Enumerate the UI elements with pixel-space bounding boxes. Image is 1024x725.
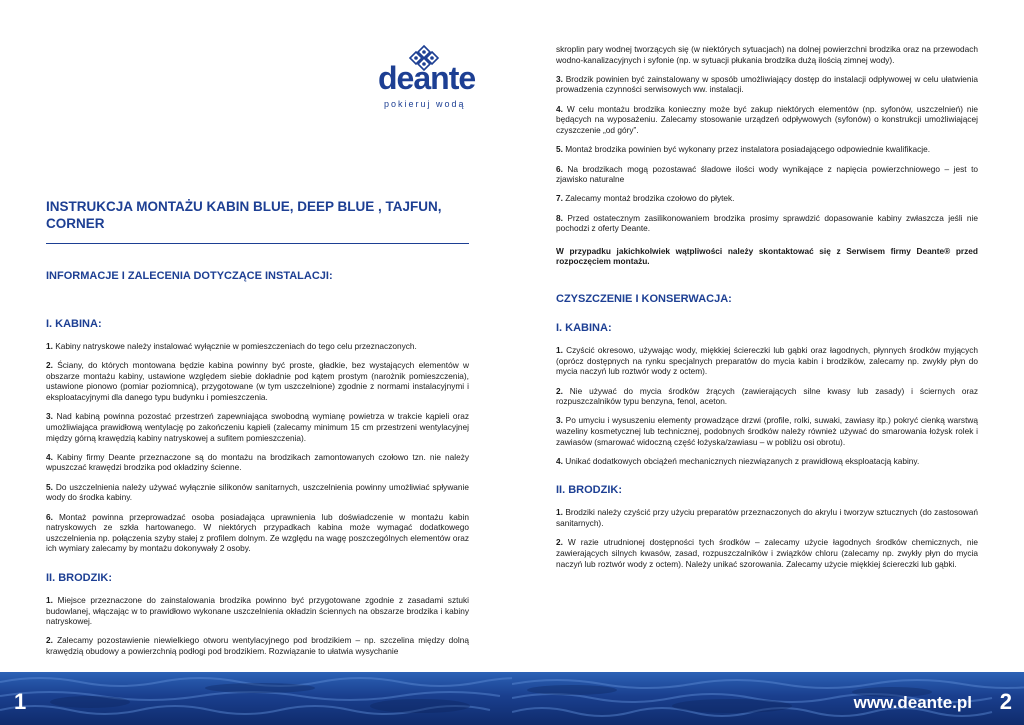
cabin-item: 2. Ściany, do których montowana będzie kabina powinny być proste, gładkie, bez wystających elementów w obszarze montażu kabiny, ustawione względem siebie dokładnie pod kątem prostym (narożnik pomieszczenia), ustawione pionowo (pomiar poziomnicą), przygotowane (w tym uszczelnione) zgodnie z normami instalacyjnymi i eksploatacyjnymi dla danego typu budynku i pomieszczenia.: [46, 360, 469, 403]
document-title: INSTRUKCJA MONTAŻU KABIN BLUE, DEEP BLUE , TAJFUN, CORNER: [46, 199, 442, 231]
cabin-item: 5. Do uszczelnienia należy używać wyłącznie silikonów sanitarnych, uszczelnienia powinny umożliwiać spływanie wody do środka kabiny.: [46, 481, 469, 503]
right-column: [556, 44, 978, 578]
tray-care-item: 1. Brodziki należy czyścić przy użyciu preparatów przeznaczonych do akrylu i tworzyw sztucznych (do zastosowań sanitarnych).: [556, 507, 978, 529]
cabin-item: 6. Montaż powinna przeprowadzać osoba posiadająca uprawnienia lub doświadczenie w montażu kabin natryskowych ze szkła hartowanego. W niektórych przypadkach kabina może wymagać dodatkowego uszczelnienia np. połączenia szyby stałej z profilem dolnym. Ze względu na wagę poszczególnych elementów oraz ich wymiary zalecamy by montażu dokonywały 2 osoby.: [46, 511, 469, 554]
cabin-care-item: 2. Nie używać do mycia środków żrących (zawierających silne kwasy lub zasady) i ściernych oraz rozpuszczalników typu benzyna, fenol, aceton.: [556, 385, 978, 407]
cabin-care-item: 4. Unikać dodatkowych obciążeń mechanicznych niezwiązanych z prawidłową eksploatacją kabiny.: [556, 455, 920, 466]
cabin-item: 1. Kabiny natryskowe należy instalować wyłącznie w pomieszczeniach do tego celu przeznaczonych.: [46, 341, 417, 351]
tray-item: 4. W celu montażu brodzika konieczny może być zakup niektórych elementów (np. syfonów, uszczelnień) nie będących na wyposażeniu. Zalecamy stosowanie urządzeń odpływowych (syfonów) o konstrukcji umożliwiającej czyszczenie „od góry”.: [556, 103, 978, 135]
service-notice: W przypadku jakichkolwiek wątpliwości należy skontaktować się z Serwisem firmy Deante® przed rozpoczęciem montażu.: [556, 245, 978, 267]
title-divider: [46, 243, 469, 244]
tray-item-continuation: skroplin pary wodnej tworzących się (w niektórych sytuacjach) na dolnej powierzchni brodzika oraz na przewodach wodno-kanalizacyjnych i syfonie (np. w sytuacji płukania brodzika dużą ilością zimnej wody).: [556, 44, 978, 65]
logo-tagline: pokieruj wodą: [384, 99, 466, 109]
tray-item: 2. Zalecamy pozostawienie niewielkiego otworu wentylacyjnego pod brodzikiem – np. szczelina między dolną krawędzią obudowy a powierzchnią podłogi pod brodzikiem. Rozwiązanie to ułatwia wysychanie: [46, 635, 469, 656]
cabin-item: 3. Nad kabiną powinna pozostać przestrzeń zapewniająca swobodną wymianę powietrza w trakcie kąpieli oraz umożliwiająca prawidłową wentylację po zakończeniu kąpieli (zalecamy minimum 15 cm przestrzeni wentylacyjnej między górną krawędzią kabiny natryskowej a sufitem pomieszczenia).: [46, 411, 469, 443]
page-number-left: 1: [14, 689, 27, 714]
care-heading: CZYSZCZENIE I KONSERWACJA:: [556, 293, 732, 306]
water-texture-icon: [0, 672, 512, 725]
logo-wordmark: deante: [378, 60, 476, 96]
tray-item: 1. Miejsce przeznaczone do zainstalowania brodzika powinno być przygotowane zgodnie z zasadami sztuki budowlanej, włączając w to prawidłowo wykonane uszczelnienia okładzin ściennych na obszarze brodzika i kabiny natryskowej.: [46, 594, 469, 627]
tray-care-item: 2. W razie utrudnionej dostępności tych środków – zalecamy użycie łagodnych środków chemicznych, nie zawierających silnych kwasów, zasad, rozpuszczalników i związków chloru (zalecamy np. zwykły płyn do mycia naczyń lub roztwór wody z octem). Należy unikać szorowania. Zalecamy użycie miękkiej ściereczki lub gąbki.: [556, 537, 978, 569]
footer-water-banner-right: [512, 672, 1024, 725]
page-number-right: 2: [999, 689, 1012, 714]
cabin-care-item: 3. Po umyciu i wysuszeniu elementy prowadzące drzwi (profile, rolki, suwaki, zawiasy itp.) pokryć cienką warstwą wazeliny kosmetycznej lub technicznej, podobnych środków należy również używać do smarowania łożysk rolek i zawiasów (smarować widoczną część łożyska/zawiasu – w pobliżu osi obrotu).: [556, 415, 978, 447]
page-right: [512, 0, 1024, 725]
website-link[interactable]: www.deante.pl: [853, 693, 972, 712]
cabin-item: 4. Kabiny firmy Deante przeznaczone są do montażu na brodzikach zamontowanych czołowo tzn. nie należy wpuszczać krawędzi brodzika pod okładziny ścienne.: [46, 451, 469, 473]
tray-item: 7. Zalecamy montaż brodzika czołowo do płytek.: [556, 193, 735, 204]
tray-item: 5. Montaż brodzika powinien być wykonany przez instalatora posiadającego odpowiednie kwalifikacje.: [556, 144, 931, 155]
installation-heading: INFORMACJE I ZALECENIA DOTYCZĄCE INSTALACJI:: [46, 270, 333, 282]
section-tray-heading: II. BRODZIK:: [46, 571, 112, 584]
tray-item: 3. Brodzik powinien być zainstalowany w sposób umożliwiający dostęp do instalacji odpływowej w celu ułatwienia prowadzenia czynności serwisowych ww. instalacji.: [556, 73, 978, 95]
tray-item: 8. Przed ostatecznym zasilikonowaniem brodzika prosimy sprawdzić dopasowanie kabiny zwłaszcza jeśli nie pochodzi z oferty Deante.: [556, 212, 978, 234]
section-cabin-heading: I. KABINA:: [46, 318, 102, 330]
tray-item: 6. Na brodzikach mogą pozostawać śladowe ilości wody wynikające z napięcia powierzchniowego – jest to zjawisko naturalne: [556, 163, 978, 185]
cabin-care-item: 1. Czyścić okresowo, używając wody, miękkiej ściereczki lub gąbki oraz łagodnych, płynnych środków myjących (oprócz dostępnych na rynku specjalnych preparatów do mycia kabin i brodzików, zalecamy np. zwykły płyn do mycia naczyń lub roztwór wody z octem).: [556, 345, 978, 377]
left-column: [46, 318, 469, 665]
footer-water-banner-left: [0, 672, 512, 725]
section-tray-care-heading: II. BRODZIK:: [556, 484, 622, 497]
section-cabin-care-heading: I. KABINA:: [556, 322, 612, 335]
